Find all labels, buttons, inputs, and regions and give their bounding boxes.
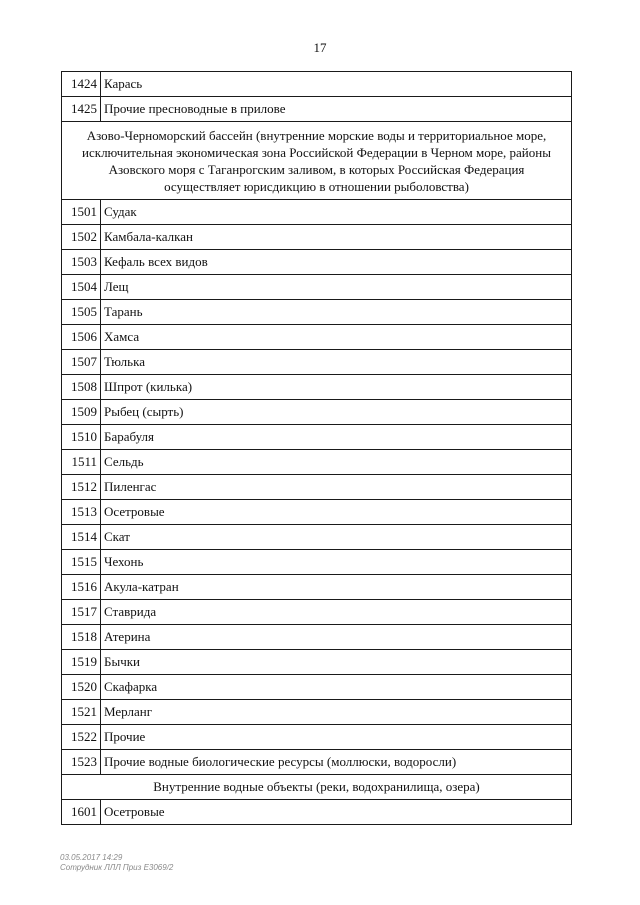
species-name: Карась xyxy=(101,72,572,97)
species-name: Осетровые xyxy=(101,800,572,825)
species-code: 1424 xyxy=(62,72,101,97)
table-row xyxy=(62,350,572,375)
table-body xyxy=(62,72,572,825)
table-row xyxy=(62,72,572,97)
species-code: 1521 xyxy=(62,700,101,725)
species-code: 1501 xyxy=(62,200,101,225)
species-code: 1517 xyxy=(62,600,101,625)
table-row xyxy=(62,725,572,750)
species-code-table xyxy=(61,71,572,825)
species-code: 1507 xyxy=(62,350,101,375)
table-row xyxy=(62,600,572,625)
table-row xyxy=(62,550,572,575)
species-code: 1522 xyxy=(62,725,101,750)
species-code: 1520 xyxy=(62,675,101,700)
species-code: 1506 xyxy=(62,325,101,350)
species-name: Бычки xyxy=(101,650,572,675)
species-code: 1505 xyxy=(62,300,101,325)
stamp-author-line: Сотрудник ЛЛЛ Приз Е3069/2 xyxy=(60,863,174,872)
table-row xyxy=(62,800,572,825)
species-code: 1504 xyxy=(62,275,101,300)
table-row xyxy=(62,325,572,350)
table-row xyxy=(62,375,572,400)
species-code: 1512 xyxy=(62,475,101,500)
species-name: Прочие xyxy=(101,725,572,750)
species-name: Мерланг xyxy=(101,700,572,725)
table-row xyxy=(62,650,572,675)
table-row xyxy=(62,500,572,525)
species-name: Осетровые xyxy=(101,500,572,525)
section-header: Внутренние водные объекты (реки, водохранилища, озера) xyxy=(62,775,572,800)
table-row xyxy=(62,450,572,475)
species-code: 1519 xyxy=(62,650,101,675)
species-name: Прочие водные биологические ресурсы (моллюски, водоросли) xyxy=(101,750,572,775)
species-name: Атерина xyxy=(101,625,572,650)
species-name: Барабуля xyxy=(101,425,572,450)
table-row xyxy=(62,575,572,600)
table-row xyxy=(62,475,572,500)
species-name: Тарань xyxy=(101,300,572,325)
species-name: Пиленгас xyxy=(101,475,572,500)
table-row xyxy=(62,250,572,275)
table-row xyxy=(62,425,572,450)
species-name: Хамса xyxy=(101,325,572,350)
species-name: Шпрот (килька) xyxy=(101,375,572,400)
species-code: 1425 xyxy=(62,97,101,122)
species-code: 1514 xyxy=(62,525,101,550)
table-row xyxy=(62,225,572,250)
species-name: Прочие пресноводные в прилове xyxy=(101,97,572,122)
species-code: 1518 xyxy=(62,625,101,650)
species-name: Рыбец (сырть) xyxy=(101,400,572,425)
table-row xyxy=(62,750,572,775)
table-row xyxy=(62,200,572,225)
page-number: 17 xyxy=(313,40,327,55)
species-name: Скафарка xyxy=(101,675,572,700)
stamp-date-line: 03.05.2017 14:29 xyxy=(60,853,123,862)
species-code: 1516 xyxy=(62,575,101,600)
section-header: Азово-Черноморский бассейн (внутренние морские воды и территориальное море, исключительная экономическая зона Российской Федерации в Черном море, районы Азовского моря с Таганрогским заливом, в которых Российская Федерация осуществляет юрисдикцию в отношении рыболовства) xyxy=(62,122,572,200)
section-header-row xyxy=(62,122,572,200)
table-row xyxy=(62,97,572,122)
species-code: 1511 xyxy=(62,450,101,475)
species-name: Ставрида xyxy=(101,600,572,625)
species-code: 1515 xyxy=(62,550,101,575)
species-code: 1523 xyxy=(62,750,101,775)
species-code: 1502 xyxy=(62,225,101,250)
species-code: 1601 xyxy=(62,800,101,825)
species-code: 1508 xyxy=(62,375,101,400)
section-header-row xyxy=(62,775,572,800)
species-name: Судак xyxy=(101,200,572,225)
table-row xyxy=(62,525,572,550)
table-row xyxy=(62,700,572,725)
species-name: Камбала-калкан xyxy=(101,225,572,250)
species-name: Акула-катран xyxy=(101,575,572,600)
table-row xyxy=(62,300,572,325)
species-code: 1510 xyxy=(62,425,101,450)
table-row xyxy=(62,625,572,650)
species-name: Тюлька xyxy=(101,350,572,375)
table-row xyxy=(62,400,572,425)
species-code: 1503 xyxy=(62,250,101,275)
species-name: Лещ xyxy=(101,275,572,300)
species-name: Кефаль всех видов xyxy=(101,250,572,275)
species-code: 1513 xyxy=(62,500,101,525)
table-row xyxy=(62,675,572,700)
species-code: 1509 xyxy=(62,400,101,425)
species-name: Скат xyxy=(101,525,572,550)
species-name: Сельдь xyxy=(101,450,572,475)
table-row xyxy=(62,275,572,300)
document-stamp xyxy=(60,853,173,873)
species-name: Чехонь xyxy=(101,550,572,575)
